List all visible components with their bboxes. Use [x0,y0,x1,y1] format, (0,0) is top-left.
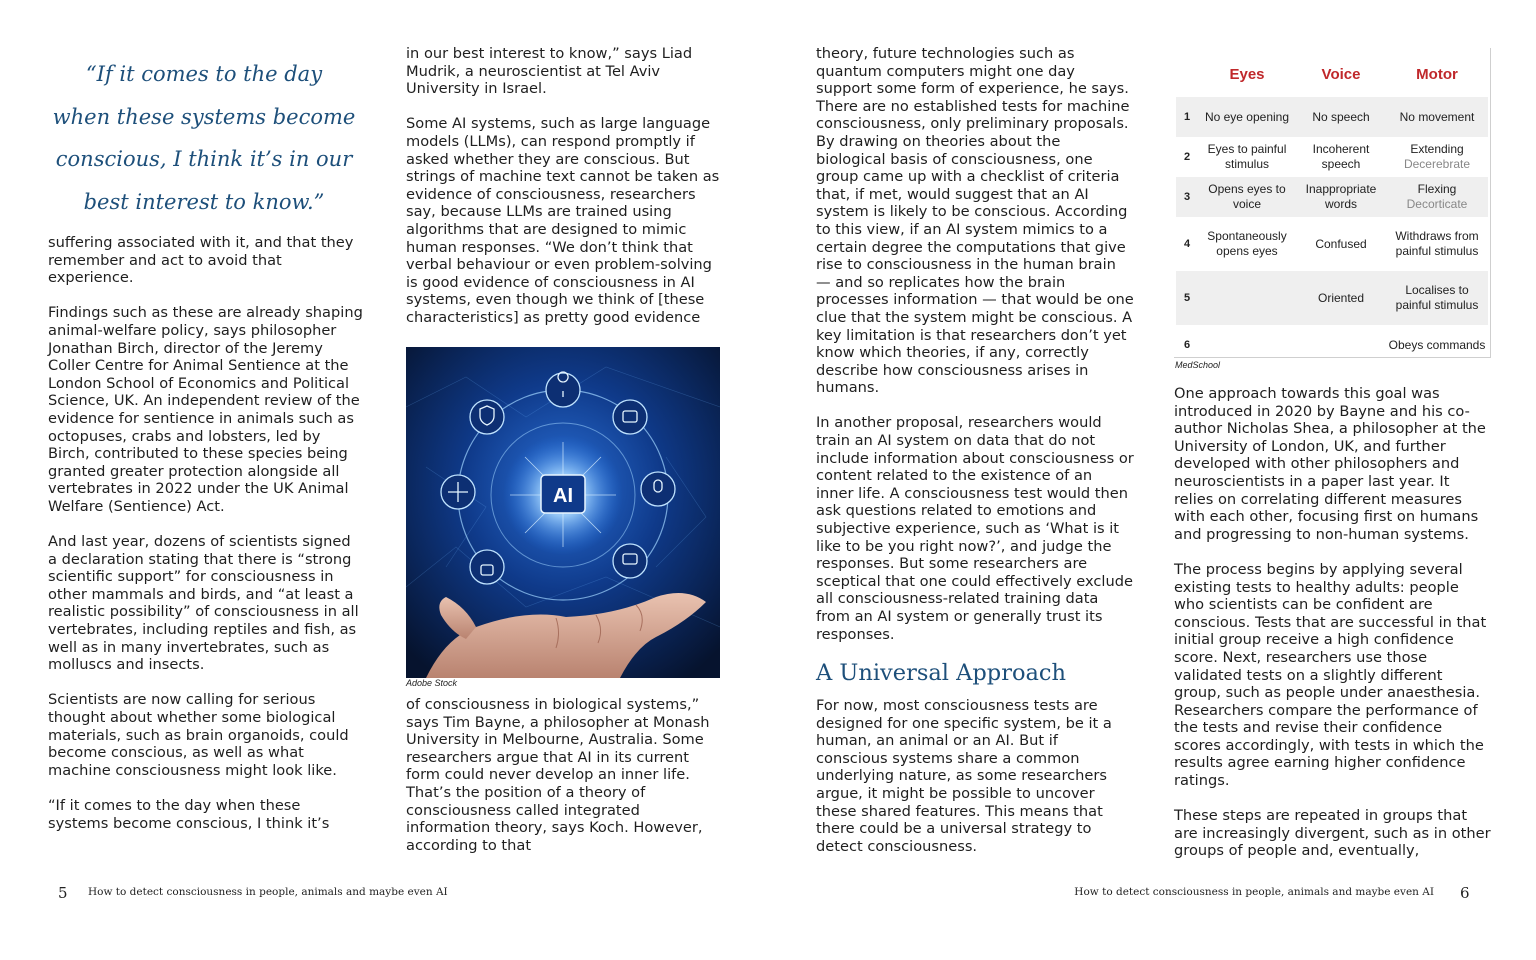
motor-cell [1386,217,1488,271]
table-credit: MedSchool [1175,360,1221,370]
table-row [1176,137,1488,177]
column-3-bottom [816,697,1134,855]
column-2-top [406,45,722,327]
motor-text: No movement [1399,109,1475,124]
table-row [1176,177,1488,217]
voice-cell: Incoherent speech [1312,142,1370,171]
column-2-bottom [406,696,722,854]
paragraph: “If it comes to the day when these systems become conscious, I think it’s [48,797,330,832]
pull-quote-line: when these systems become [52,104,356,129]
voice-cell [1296,325,1386,365]
paragraph: in our best interest to know,” says Liad Mudrik, a neuroscientist at Tel Aviv University in Israel. [406,45,693,98]
motor-text: Flexing [1417,182,1457,196]
table-row [1176,97,1488,137]
motor-cell [1386,137,1488,177]
motor-subterm: Decerebrate [1403,157,1471,171]
score-cell: 2 [1183,150,1191,163]
paragraph: These steps are repeated in groups that are increasingly divergent, such as in other groups of people and, eventually, [1174,807,1491,860]
paragraph: suffering associated with it, and that they remember and act to avoid that experience. [48,234,354,287]
paragraph: The process begins by applying several existing tests to healthy adults: people who scientists can be confident are conscious. Tests that are successful in that initial group receive a high confidence score. Next, researchers use those validated tests on a slightly different group, such as people under anaesthesia. Researchers compare the performance of the tests and revise their confidence scores accordingly, with tests in which the results agree earning higher confidence ratings. [1174,560,1487,790]
page-number-left: 5 [58,884,68,902]
column-3 [816,45,1134,643]
eyes-cell [1198,325,1296,365]
motor-cell [1386,177,1488,217]
column-header-motor: Motor [1416,65,1458,83]
motor-text: Extending [1410,142,1464,156]
voice-cell: Inappropriate words [1296,177,1386,217]
table-row [1176,217,1488,271]
column-1 [48,234,364,832]
pull-quote [48,53,360,223]
running-title-left: How to detect consciousness in people, animals and maybe even AI [88,886,448,898]
motor-cell [1386,271,1488,325]
eyes-cell [1198,271,1296,325]
running-title-right: How to detect consciousness in people, animals and maybe even AI [1074,886,1434,898]
eyes-cell: Eyes to painful stimulus [1207,142,1287,171]
image-credit: Adobe Stock [406,678,458,688]
score-cell: 6 [1183,338,1191,351]
eyes-cell: Opens eyes to voice [1198,177,1296,217]
voice-cell: Confused [1315,236,1367,251]
motor-text: Localises to painful stimulus [1395,283,1479,312]
motor-cell [1386,97,1488,137]
pull-quote-line: best interest to know.” [83,189,325,214]
paragraph: Findings such as these are already shaping animal-welfare policy, says philosopher Jonathan Birch, director of the Jeremy Coller Centre for Animal Sentience at the London School of Economics and Political Science, UK. An independent review of the evidence for sentience in animals such as octopuses, crabs and lobsters, led by Birch, contributed to these species being granted greater protection alongside all vertebrates in 2022 under the UK Animal Welfare (Sentience) Act. [48,304,363,515]
paragraph: In another proposal, researchers would train an AI system on data that do not include information about consciousness or content related to the existence of an inner life. A consciousness test would then ask questions related to emotions and subjective experience, such as ‘What is it like to be you right now?’, and judge the responses. But some researchers are sceptical that one could effectively exclude all consciousness-related training data from an AI system or generally trust its responses. [816,414,1134,643]
ai-chip-label: AI [553,485,573,507]
score-cell: 5 [1176,271,1198,325]
ai-network-illustration [406,347,720,678]
score-cell: 3 [1176,177,1198,217]
section-heading: A Universal Approach [816,660,1067,686]
column-header-voice: Voice [1321,65,1361,83]
column-header-eyes: Eyes [1229,65,1265,83]
coma-scale-table [1174,48,1491,358]
pull-quote-line: “If it comes to the day [85,62,323,86]
paragraph: of consciousness in biological systems,” says Tim Bayne, a philosopher at Monash University in Melbourne, Australia. Some researchers argue that AI in its current form could never develop an inner life. That’s the position of a theory of consciousness called integrated information theory, says Koch. However, according to that [406,696,710,854]
page-number-right: 6 [1460,884,1470,902]
table-row [1176,325,1488,365]
table-corner [1176,48,1198,97]
table-row [1176,271,1488,325]
motor-text: Withdraws from painful stimulus [1395,229,1479,258]
paragraph: Some AI systems, such as large language models (LLMs), can respond promptly if asked whether they are conscious. But strings of machine text cannot be taken as evidence of consciousness, researchers say, because LLMs are trained using algorithms that are designed to mimic human responses. “We don’t think that verbal behaviour or even problem-solving is good evidence of consciousness in AI systems, even though we think of [these characteristics] as pretty good evidence [406,115,720,326]
motor-subterm: Decorticate [1406,197,1468,211]
paragraph: One approach towards this goal was introduced in 2020 by Bayne and his co-author Nicholas Shea, a philosopher at the University of London, UK, and further developed with other philosophers and neuroscientists in a paper last year. It relies on correlating different measures with each other, focusing first on humans and progressing to non-human systems. [1174,385,1486,543]
score-cell: 1 [1176,97,1198,137]
paragraph: theory, future technologies such as quantum computers might one day support some form of experience, he says. There are no established tests for machine consciousness, only preliminary proposals. By drawing on theories about the biological basis of consciousness, one group came up with a checklist of criteria that, if met, would suggest that an AI system is likely to be conscious. According to this view, if an AI system mimics to a certain degree the computations that give rise to consciousness in the human brain — and so replicates how the brain processes information — that would be one clue that the system might be conscious. A key limitation is that researchers don’t yet know which theories, if any, correctly describe how consciousness arises in humans. [816,45,1134,397]
column-4 [1174,385,1492,860]
voice-cell: No speech [1296,97,1386,137]
eyes-cell: No eye opening [1198,97,1296,137]
eyes-cell: Spontaneously opens eyes [1207,229,1287,258]
score-cell: 4 [1183,237,1191,250]
paragraph: For now, most consciousness tests are designed for one specific system, be it a human, an animal or an AI. But if conscious systems share a common underlying nature, as some researchers argue, it might be possible to uncover these shared features. This means that there could be a universal strategy to detect consciousness. [816,697,1112,855]
motor-text: Obeys commands [1388,337,1486,352]
voice-cell: Oriented [1296,271,1386,325]
pull-quote-line: conscious, I think it’s in our [55,147,353,171]
motor-cell [1386,325,1488,365]
ai-hand-photo [406,347,720,678]
paragraph: Scientists are now calling for serious thought about whether some biological materials, such as brain organoids, could become conscious, as well as what machine consciousness might look like. [48,691,349,779]
paragraph: And last year, dozens of scientists signed a declaration stating that there is “strong scientific support” for consciousness in other mammals and birds, and “at least a realistic possibility” of consciousness in all vertebrates, including reptiles and fish, as well as in many invertebrates, such as molluscs and insects. [48,533,359,674]
